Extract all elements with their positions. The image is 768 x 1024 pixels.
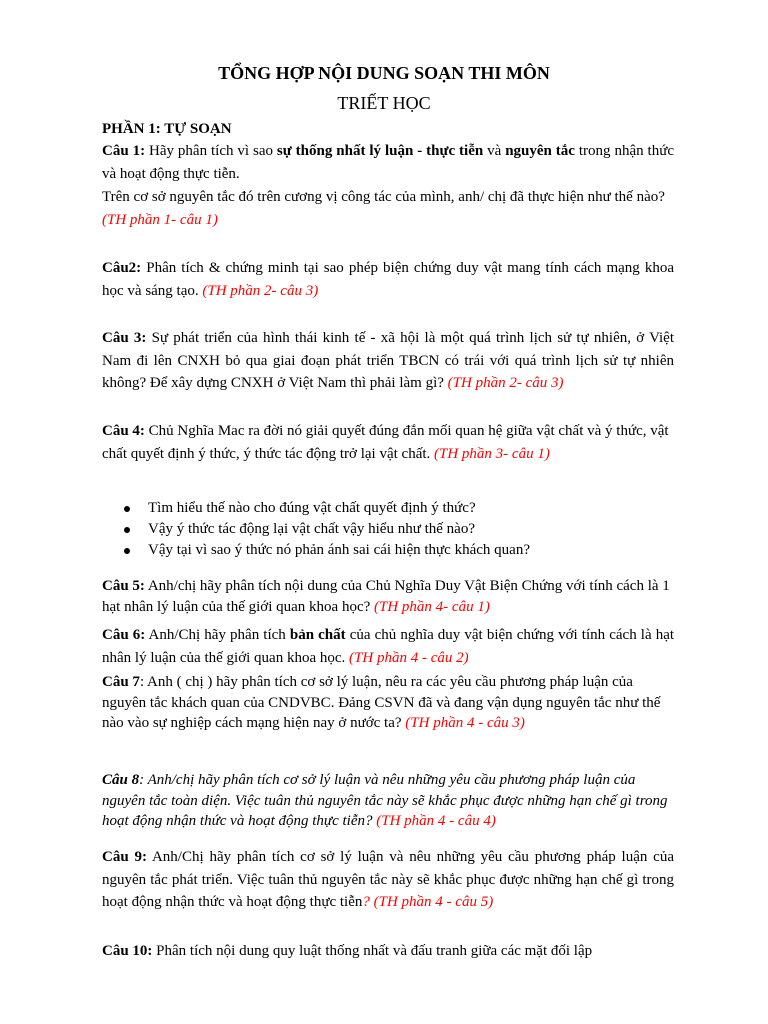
question-6-ref: (TH phần 4 - câu 2) xyxy=(349,649,469,666)
question-4-bullets xyxy=(102,498,674,561)
question-9-label: Câu 9: xyxy=(102,849,147,865)
question-10-label: Câu 10: xyxy=(102,943,153,959)
question-3 xyxy=(102,327,674,395)
bullet-text: Vậy tại vì sao ý thức nó phản ánh sai cái hiện thực khách quan? xyxy=(148,542,530,558)
question-2 xyxy=(102,257,674,302)
bullet-dot-icon xyxy=(124,506,130,512)
question-8-text: : Anh/chị hãy phân tích cơ sở lý luận và nêu những yêu cầu phương pháp luận của nguyên tắc toàn diện. Việc tuân thủ nguyên tắc này sẽ khắc phục được những hạn chế gì trong hoạt động nhận thức và hoạt động thực tiễn? xyxy=(102,772,668,829)
question-1-followup xyxy=(102,186,674,231)
question-1-ref: (TH phần 1- câu 1) xyxy=(102,211,218,228)
question-3-ref: (TH phần 2- câu 3) xyxy=(447,375,564,391)
question-6-text-c: của chủ nghĩa duy vật biện chứng với tính cách là hạt nhân lý luận của thế giới quan khoa học. xyxy=(102,627,675,666)
question-10 xyxy=(102,940,674,963)
question-1-label: Câu 1: xyxy=(102,143,146,159)
question-1-text-a: Hãy phân tích vì sao xyxy=(145,143,277,159)
question-7 xyxy=(102,672,674,734)
question-6-text-a: Anh/Chị hãy phân tích xyxy=(145,627,290,643)
question-5-text: Anh/chị hãy phân tích nội dung của Chủ Nghĩa Duy Vật Biện Chứng với tính cách là 1 hạt nhân lý luận của thế giới quan khoa học? xyxy=(102,578,670,615)
question-7-label: Câu 7 xyxy=(102,674,140,690)
question-8 xyxy=(102,770,674,832)
question-1-text-c: và xyxy=(483,143,506,159)
question-6 xyxy=(102,624,674,669)
question-6-bold: bản chất xyxy=(289,627,346,643)
question-4 xyxy=(102,420,674,465)
question-5-label: Câu 5: xyxy=(102,578,145,594)
question-10-text: Phân tích nội dung quy luật thống nhất và đấu tranh giữa các mặt đối lập xyxy=(152,943,593,959)
question-9-text: Anh/Chị hãy phân tích cơ sở lý luận và nêu những yêu cầu phương pháp luận của nguyên tắc phát triển. Việc tuân thủ nguyên tắc này sẽ khắc phục được những hạn chế gì trong hoạt động nhận thức và hoạt động thực tiễn xyxy=(102,849,674,910)
question-1-bold-1: sự thống nhất lý luận - thực tiễn xyxy=(276,143,484,159)
bullet-item xyxy=(102,540,674,561)
question-3-text: Sự phát triển của hình thái kinh tế - xã hội là một quá trình lịch sử tự nhiên, ở Việt Nam đi lên CNXH bỏ qua giai đoạn phát triển TBCN có trái với quá trình lịch sử tự nhiên không? Để xây dựng CNXH ở Việt Nam thì phải làm gì? xyxy=(102,330,675,391)
question-1 xyxy=(102,140,674,185)
bullet-text: Vậy ý thức tác động lại vật chất vậy hiểu như thế nào? xyxy=(148,521,475,537)
question-2-ref: (TH phần 2- câu 3) xyxy=(202,282,319,299)
question-8-ref: (TH phần 4 - câu 4) xyxy=(376,813,496,829)
bullet-item xyxy=(102,519,674,540)
question-9-ref: ? (TH phần 4 - câu 5) xyxy=(362,894,494,910)
question-6-label: Câu 6: xyxy=(102,627,146,643)
bullet-dot-icon xyxy=(124,527,130,533)
question-3-label: Câu 3: xyxy=(102,330,147,346)
bullet-item xyxy=(102,498,674,519)
question-2-label: Câu2: xyxy=(102,260,142,276)
question-1-text-d: trong nhận thức và hoạt động thực tiễn. xyxy=(102,143,674,182)
document-title: TỔNG HỢP NỘI DUNG SOẠN THI MÔN xyxy=(218,63,550,83)
bullet-text: Tìm hiểu thế nào cho đúng vật chất quyết định ý thức? xyxy=(148,500,476,516)
document-subtitle: TRIẾT HỌC xyxy=(337,93,431,113)
bullet-dot-icon xyxy=(124,548,130,554)
question-1-bold-2: nguyên tắc xyxy=(505,143,575,159)
question-4-text: Chủ Nghĩa Mac ra đời nó giải quyết đúng đắn mối quan hệ giữa vật chất và ý thức, vật chất quyết định ý thức, ý thức tác động trở lại vật chất. xyxy=(102,423,669,462)
question-1-line2: Trên cơ sở nguyên tắc đó trên cương vị công tác của mình, anh/ chị đã thực hiện như thế nào? xyxy=(102,189,665,205)
question-4-ref: (TH phần 3- câu 1) xyxy=(434,445,550,462)
question-8-label: Câu 8 xyxy=(102,772,140,788)
question-2-text: Phân tích & chứng minh tại sao phép biện chứng duy vật mang tính cách mạng khoa học và sáng tạo. xyxy=(102,260,674,299)
question-5 xyxy=(102,576,674,617)
question-7-ref: (TH phần 4 - câu 3) xyxy=(405,715,525,731)
question-7-text: : Anh ( chị ) hãy phân tích cơ sở lý luận, nêu ra các yêu cầu phương pháp luận của nguyên tắc khách quan của CNDVBC. Đảng CSVN đã và đang vận dụng nguyên tắc như thế nào vào sự nghiệp cách mạng hiện nay ở nước ta? xyxy=(102,674,661,731)
question-4-label: Câu 4: xyxy=(102,423,145,439)
question-9 xyxy=(102,846,674,914)
section-heading: PHẦN 1: TỰ SOẠN xyxy=(102,121,232,137)
question-5-ref: (TH phần 4- câu 1) xyxy=(374,598,490,615)
